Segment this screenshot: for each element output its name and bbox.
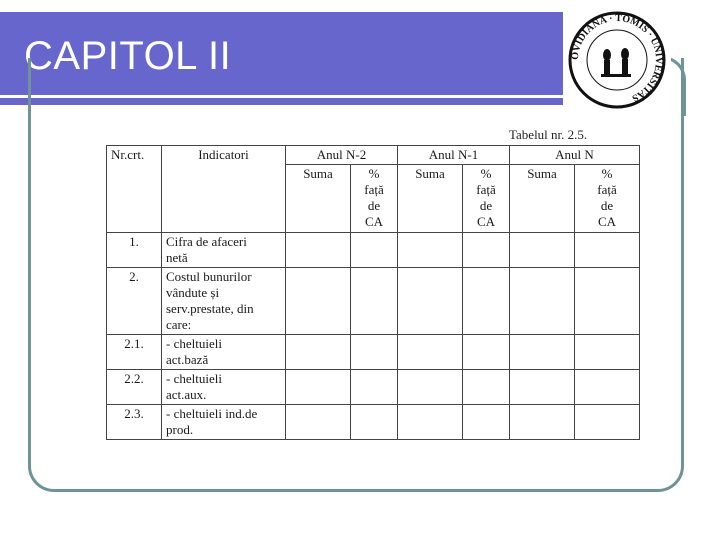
subheader-suma: Suma — [398, 165, 463, 233]
row-nr: 1. — [107, 233, 162, 268]
seal-text: OVIDIANA · TOMIS · UNIVERSITAS — [569, 12, 665, 104]
header-year-1: Anul N-2 — [286, 146, 398, 165]
row-nr: 2.1. — [107, 335, 162, 370]
header-year-2: Anul N-1 — [398, 146, 510, 165]
table-row — [107, 405, 640, 440]
row-nr: 2.3. — [107, 405, 162, 440]
row-indicator: Cifra de afaceri netă — [162, 233, 286, 268]
table-header-row — [107, 146, 640, 165]
header-indicatori: Indicatori — [162, 146, 286, 233]
subheader-pct: % față de CA — [463, 165, 510, 233]
row-indicator: Costul bunurilor vândute și serv.prestate, din care: — [162, 268, 286, 335]
table-row — [107, 370, 640, 405]
row-indicator: - cheltuieli act.aux. — [162, 370, 286, 405]
subheader-pct: % față de CA — [351, 165, 398, 233]
row-indicator: - cheltuieli ind.de prod. — [162, 405, 286, 440]
row-nr: 2.2. — [107, 370, 162, 405]
table-row — [107, 233, 640, 268]
header-nr: Nr.crt. — [107, 146, 162, 233]
subheader-suma: Suma — [286, 165, 351, 233]
table-row — [107, 268, 640, 335]
indicators-table — [106, 145, 640, 440]
table-caption: Tabelul nr. 2.5. — [509, 127, 588, 142]
subheader-suma: Suma — [510, 165, 575, 233]
table-row — [107, 335, 640, 370]
row-indicator: - cheltuieli act.bază — [162, 335, 286, 370]
row-nr: 2. — [107, 268, 162, 335]
university-seal-icon — [563, 10, 671, 110]
subheader-pct: % față de CA — [575, 165, 640, 233]
slide-title: CAPITOL II — [24, 34, 232, 78]
header-year-3: Anul N — [510, 146, 640, 165]
